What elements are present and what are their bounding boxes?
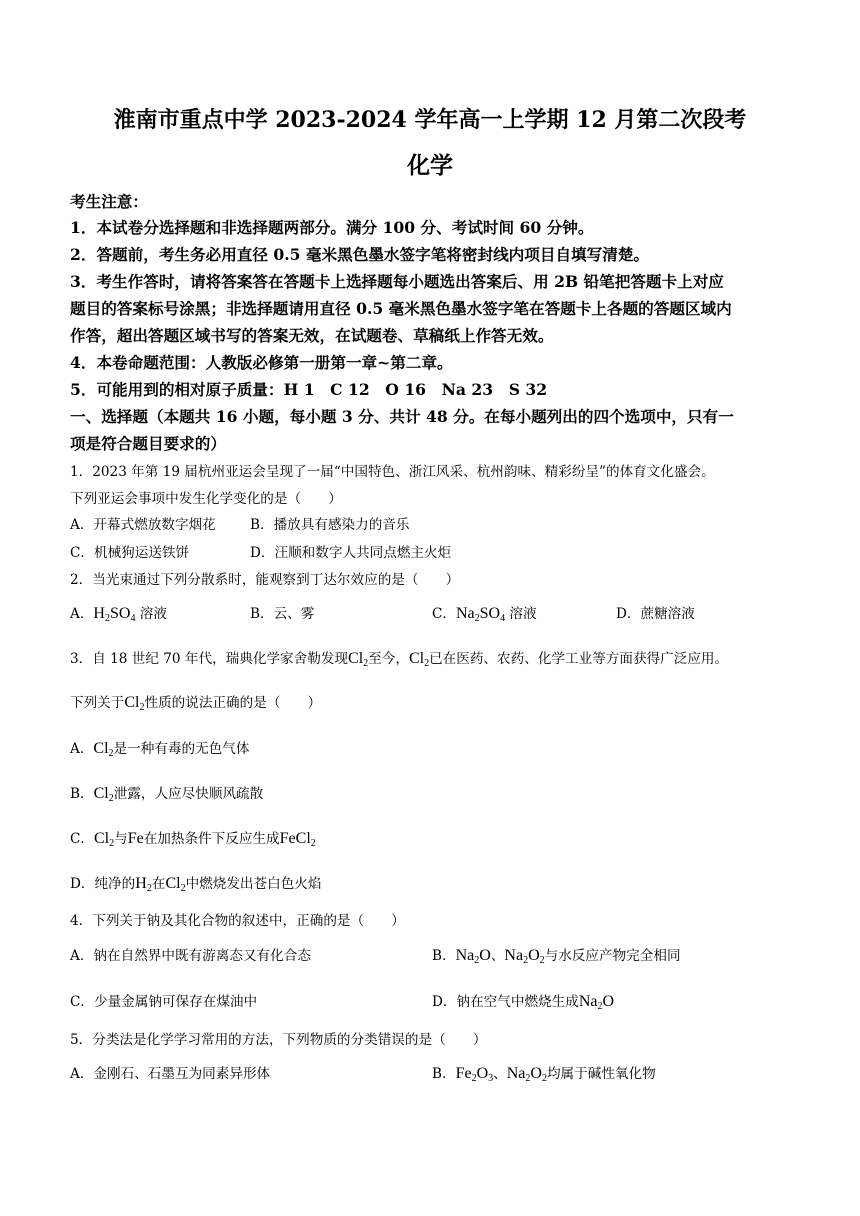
- section-heading: 一、选择题（本题共 16 小题，每小题 3 分、共计 48 分。在每小题列出的四个选项中，只有一: [70, 407, 734, 426]
- question-4-option-b: B．$Na_2O$、$Na_2O_2$与水反应产物完全相同: [432, 947, 681, 966]
- question-2-option-d: D．蔗糖溶液: [616, 606, 695, 622]
- question-4-option-d: D．钠在空气中燃烧生成$Na_2O$: [432, 993, 615, 1012]
- notice-item: 1．本试卷分选择题和非选择题两部分。满分 100 分、考试时间 60 分钟。: [70, 218, 594, 237]
- question-1-option-b: B．播放具有感染力的音乐: [250, 517, 410, 533]
- notice-item: 5．可能用到的相对原子质量：H 1 C 12 O 16 Na 23 S 32: [70, 380, 548, 399]
- question-3-stem: 3．自 18 世纪 70 年代，瑞典化学家舍勒发现$Cl_2$至今，$Cl_2$已在医药、农药、化学工业等方面获得广泛应用。: [70, 650, 729, 669]
- question-1-option-a: A．开幕式燃放数字烟花: [70, 517, 216, 533]
- exam-subject: 化学: [407, 152, 453, 179]
- question-4-option-a: A．钠在自然界中既有游离态又有化合态: [70, 948, 311, 964]
- question-3-option-c: C．$Cl_2$与Fe在加热条件下反应生成FeCl$_2$: [70, 830, 316, 849]
- question-3-option-a: A．$Cl_2$是一种有毒的无色气体: [70, 740, 250, 759]
- question-2-option-b: B．云、雾: [250, 606, 315, 622]
- exam-title: 淮南市重点中学 2023-2024 学年高一上学期 12 月第二次段考: [113, 107, 747, 133]
- section-heading-cont: 项是符合题目要求的）: [70, 434, 226, 453]
- notice-item: 作答，超出答题区域书写的答案无效，在试题卷、草稿纸上作答无效。: [70, 326, 554, 345]
- question-4-stem: 4．下列关于钠及其化合物的叙述中，正确的是（ ）: [70, 913, 405, 929]
- question-5-stem: 5．分类法是化学学习常用的方法，下列物质的分类错误的是（ ）: [70, 1032, 487, 1048]
- question-1-option-c: C．机械狗运送铁饼: [70, 545, 190, 561]
- notice-item: 3．考生作答时，请将答案答在答题卡上选择题每小题选出答案后、用 2B 铅笔把答题卡上对应: [70, 272, 724, 291]
- question-5-option-a: A．金刚石、石墨互为同素异形体: [70, 1066, 271, 1082]
- question-2-option-c: C．$Na_2SO_4$ 溶液: [432, 605, 537, 624]
- notice-item: 题目的答案标号涂黑；非选择题请用直径 0.5 毫米黑色墨水签字笔在答题卡上各题的答题区域内: [70, 299, 732, 318]
- question-3-stem-cont: 下列关于$Cl_2$性质的说法正确的是（ ）: [70, 694, 322, 713]
- question-2-option-a: A．$H_2SO_4$ 溶液: [70, 605, 167, 624]
- question-2-stem: 2．当光束通过下列分散系时，能观察到丁达尔效应的是（ ）: [70, 572, 460, 588]
- question-4-option-c: C．少量金属钠可保存在煤油中: [70, 994, 258, 1010]
- question-3-option-b: B．$Cl_2$泄露，人应尽快顺风疏散: [70, 785, 264, 804]
- notice-item: 2．答题前，考生务必用直径 0.5 毫米黑色墨水签字笔将密封线内项目自填写清楚。: [70, 245, 650, 264]
- notice-item: 4．本卷命题范围：人教版必修第一册第一章~第二章。: [70, 353, 453, 372]
- question-1-option-d: D．汪顺和数字人共同点燃主火炬: [250, 545, 452, 561]
- question-3-option-d: D．纯净的$H_2$在$Cl_2$中燃烧发出苍白色火焰: [70, 875, 322, 894]
- question-1-stem-cont: 下列亚运会事项中发生化学变化的是（ ）: [70, 491, 342, 507]
- question-1-stem: 1．2023 年第 19 届杭州亚运会呈现了一届“中国特色、浙江风采、杭州韵味、精彩纷呈”的体育文化盛会。: [70, 464, 715, 480]
- question-5-option-b: B．$Fe_2O_3$、$Na_2O_2$均属于碱性氧化物: [432, 1065, 656, 1084]
- notice-heading: 考生注意：: [70, 192, 148, 211]
